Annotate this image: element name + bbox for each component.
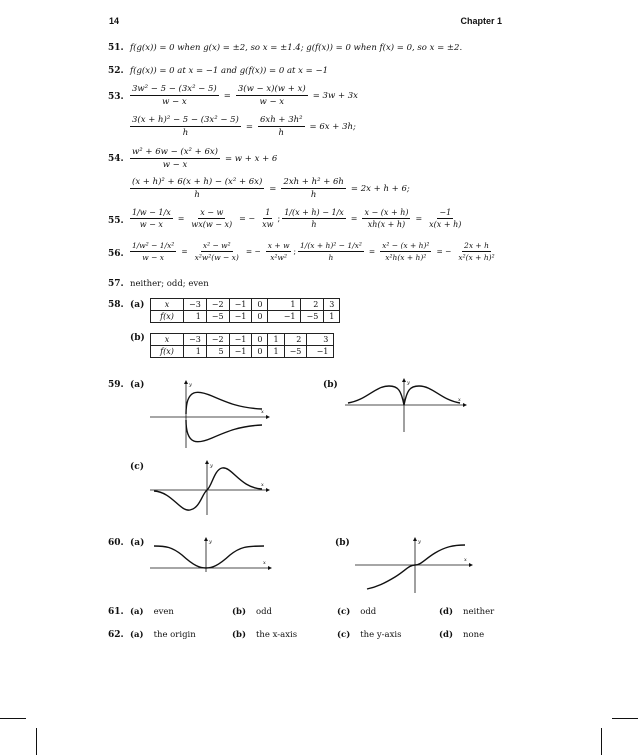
- problem-58b-label: (b): [130, 333, 145, 343]
- problem-62-number: 62.: [108, 630, 124, 640]
- problem-56-answer: $\frac{\text{1/w² − 1/x²}}{w - x}$ = $\frac{\text{x² − w²}}{\text{x²w²(w − x)}}$ = − $\frac{x + w}{\text{x²w²}}$ ; $\frac{\text{1/(x + h)² − 1/x²}}{h}$ = $\frac{\text{x² − (x + h)²}}{\text{x²h(x + h)²}}$ = − $\frac{2x + h}{\text{x²(x + h)²}}$: [132, 241, 495, 262]
- svg-text:x: x: [263, 560, 266, 566]
- problem-60-number: 60.: [108, 538, 124, 548]
- problem-62d: (d) none: [439, 630, 485, 640]
- fraction: $\frac{\text{3(x + h)² − 5 − (3x² − 5)}}{h}$: [132, 115, 239, 138]
- problem-59-number: 59.: [108, 380, 124, 390]
- problem-62b: (b) the x-axis: [232, 630, 298, 640]
- fraction: $\frac{\text{2xh + h² + 6h}}{h}$: [283, 177, 344, 200]
- svg-text:y: y: [209, 539, 212, 545]
- problem-57-answer: neither; odd; even: [130, 279, 209, 289]
- problem-57-number: 57.: [108, 279, 124, 289]
- problem-59a-label: (a): [130, 380, 145, 390]
- problem-52-answer: f(g(x)) = 0 at x = −1 and g(f(x)) = 0 at x = −1: [130, 66, 329, 76]
- graph-60a: [150, 537, 272, 572]
- graph-60b: [355, 537, 473, 593]
- problem-53-number: 53.: [108, 92, 124, 102]
- problem-58-number: 58.: [108, 300, 124, 310]
- problem-59c-label: (c): [130, 462, 144, 472]
- problem-53-line-1: $\frac{\text{3w² − 5 − (3x² − 5)}}{w - x}$ = $\frac{3(w - x)(w + x)}{w - x}$ = 3w + 3x: [132, 84, 358, 107]
- crop-mark: [612, 718, 638, 719]
- problem-54-line-2: $\frac{\text{(x + h)² + 6(x + h) − (x² + 6x)}}{h}$ = $\frac{\text{2xh + h² + 6h}}{h}$ = 2x + h + 6;: [132, 177, 410, 200]
- problem-61b: (b) odd: [232, 607, 272, 617]
- problem-60b-label: (b): [335, 538, 350, 548]
- problem-62c: (c) the y-axis: [337, 630, 402, 640]
- problem-61-number: 61.: [108, 607, 124, 617]
- problem-58a-label: (a): [130, 300, 145, 310]
- problem-51-number: 51.: [108, 43, 124, 53]
- table-58b: x −3 −2 −1 0 1 2 3 f(x) 1 5 −1 0 1 −5 −1: [150, 333, 334, 358]
- problem-61d: (d) neither: [439, 607, 495, 617]
- svg-text:x: x: [261, 482, 264, 488]
- graph-59b: [345, 378, 467, 433]
- svg-text:y: y: [210, 463, 213, 469]
- crop-mark: [0, 718, 26, 719]
- problem-55-answer: $\frac{1/w - 1/x}{w - x}$ = $\frac{x - w}{wx(w - x)}$ = − $\frac{1}{xw}$ ; $\frac{1/(x + h) - 1/x}{h}$ = $\frac{x - (x + h)}{xh(x + h)}$ = $\frac{-1}{x(x + h)}$: [132, 208, 462, 229]
- problem-51-answer: f(g(x)) = 0 when g(x) = ±2, so x = ±1.4; g(f(x)) = 0 when f(x) = 0, so x = ±2.: [130, 43, 463, 53]
- problem-62a: (a) the origin: [130, 630, 196, 640]
- chapter-title: Chapter 1: [460, 16, 502, 26]
- x-axis-label: x: [261, 409, 264, 415]
- problem-54-line-1: $\frac{\text{w² + 6w − (x² + 6x)}}{w - x}$ = w + x + 6: [132, 147, 278, 170]
- fraction: $\frac{\text{6xh + 3h²}}{h}$: [260, 115, 303, 138]
- fraction: $\frac{\text{w² + 6w − (x² + 6x)}}{w - x}$: [132, 147, 218, 170]
- problem-54-number: 54.: [108, 154, 124, 164]
- y-axis-label: y: [189, 382, 192, 388]
- problem-52-number: 52.: [108, 66, 124, 76]
- problem-61c: (c) odd: [337, 607, 377, 617]
- page-number: 14: [109, 16, 120, 26]
- svg-text:y: y: [407, 380, 410, 386]
- problem-53-line-2: $\frac{\text{3(x + h)² − 5 − (3x² − 5)}}{h}$ = $\frac{\text{6xh + 3h²}}{h}$ = 6x + 3h;: [132, 115, 356, 138]
- problem-56-number: 56.: [108, 249, 124, 259]
- problem-60a-label: (a): [130, 538, 145, 548]
- fraction: $\frac{\text{3w² − 5 − (3x² − 5)}}{w - x}$: [132, 84, 217, 107]
- graph-59c: [150, 460, 270, 516]
- problem-59b-label: (b): [323, 380, 338, 390]
- problem-55-number: 55.: [108, 216, 124, 226]
- svg-text:y: y: [418, 539, 421, 545]
- svg-text:x: x: [464, 557, 467, 563]
- crop-mark: [36, 728, 37, 755]
- problem-61a: (a) even: [130, 607, 174, 617]
- table-58a: x −3 −2 −1 0 1 2 3 f(x) 1 −5 −1 0 −1 −5 1: [150, 298, 340, 323]
- graph-59a: [150, 380, 270, 450]
- fraction: $\frac{3(w - x)(w + x)}{w - x}$: [237, 84, 306, 107]
- svg-text:x: x: [458, 397, 461, 403]
- fraction: $\frac{\text{(x + h)² + 6(x + h) − (x² + 6x)}}{h}$: [132, 177, 263, 200]
- crop-mark: [601, 728, 602, 755]
